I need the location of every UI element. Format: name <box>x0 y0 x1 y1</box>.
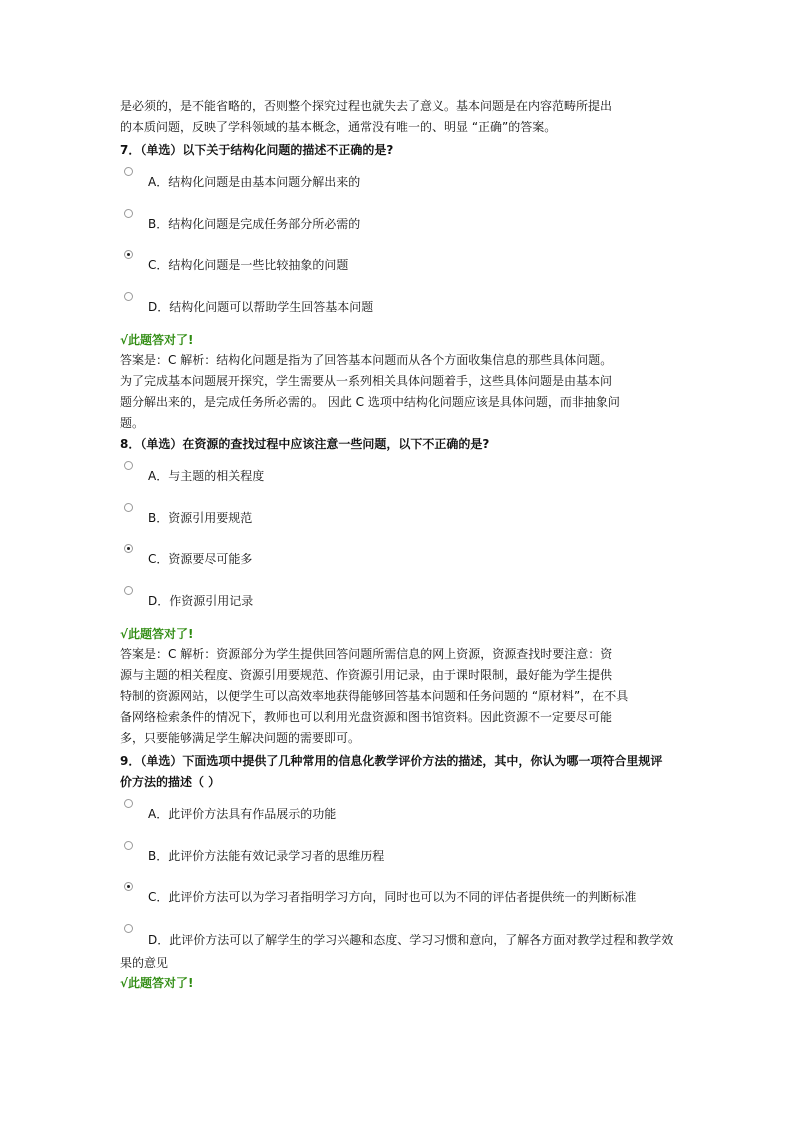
question-7-options <box>120 163 680 329</box>
option-label: D．此评价方法可以了解学生的学习兴趣和态度、学习习惯和意向，了解各方面对教学过程和教学效 <box>148 932 674 947</box>
question-7-analysis-line: 答案是：C 解析：结构化问题是指为了回答基本问题而从各个方面收集信息的那些具体问题。 <box>120 353 613 367</box>
question-7-analysis-line: 题。 <box>120 416 145 430</box>
question-9-correct-message: √此题答对了! <box>120 975 194 990</box>
question-7-title: 7．（单选）以下关于结构化问题的描述不正确的是? <box>120 143 394 157</box>
option-label: C．此评价方法可以为学习者指明学习方向，同时也可以为不同的评估者提供统一的判断标准 <box>148 890 637 904</box>
question-8-option-d[interactable] <box>120 582 680 624</box>
question-8-title: 8．（单选）在资源的查找过程中应该注意一些问题，以下不正确的是? <box>120 437 490 451</box>
question-7-analysis-line: 题分解出来的，是完成任务所必需的。 因此 C 选项中结构化问题应该是具体问题，而非抽象问 <box>120 395 620 409</box>
question-7-option-a[interactable] <box>120 163 680 205</box>
radio-unchecked-icon[interactable] <box>124 503 133 512</box>
option-label: A．与主题的相关程度 <box>148 469 265 483</box>
question-8-analysis-line: 备网络检索条件的情况下，教师也可以利用光盘资源和图书馆资料。因此资源不一定要尽可能 <box>120 710 613 724</box>
radio-unchecked-icon[interactable] <box>124 799 133 808</box>
question-8-option-a[interactable] <box>120 457 680 499</box>
intro-line-1: 是必须的，是不能省略的，否则整个探究过程也就失去了意义。基本问题是在内容范畴所提出 <box>120 99 613 113</box>
radio-unchecked-icon[interactable] <box>124 586 133 595</box>
intro-line-2: 的本质问题，反映了学科领域的基本概念，通常没有唯一的、明显 “正确”的答案。 <box>120 120 557 134</box>
question-9-title-continued: 价方法的描述（ ） <box>120 775 221 789</box>
question-8-option-b[interactable] <box>120 499 680 541</box>
question-7 <box>120 140 680 434</box>
question-8-analysis-line: 源与主题的相关程度、资源引用要规范、作资源引用记录，由于课时限制，最好能为学生提供 <box>120 668 613 682</box>
question-8-analysis-line: 多，只要能够满足学生解决问题的需要即可。 <box>120 731 361 745</box>
radio-unchecked-icon[interactable] <box>124 461 133 470</box>
question-8-correct-message: √此题答对了! <box>120 627 194 641</box>
radio-unchecked-icon[interactable] <box>124 292 133 301</box>
option-label: B．结构化问题是完成任务部分所必需的 <box>148 216 361 231</box>
question-7-option-d[interactable] <box>120 288 680 330</box>
option-label: A．结构化问题是由基本问题分解出来的 <box>148 175 361 189</box>
question-9 <box>120 751 680 993</box>
option-label: C．资源要尽可能多 <box>148 552 253 566</box>
radio-unchecked-icon[interactable] <box>124 209 133 218</box>
question-9-option-d[interactable] <box>120 920 680 974</box>
radio-unchecked-icon[interactable] <box>124 924 133 933</box>
question-8-options <box>120 457 680 623</box>
question-7-analysis-line: 为了完成基本问题展开探究，学生需要从一系列相关具体问题着手，这些具体问题是由基本问 <box>120 374 613 388</box>
question-8 <box>120 434 680 749</box>
question-7-option-c[interactable] <box>120 246 680 288</box>
radio-unchecked-icon[interactable] <box>124 167 133 176</box>
option-label: A．此评价方法具有作品展示的功能 <box>148 807 337 821</box>
radio-unchecked-icon[interactable] <box>124 841 133 850</box>
option-label: D．作资源引用记录 <box>148 593 254 608</box>
option-label: B．此评价方法能有效记录学习者的思维历程 <box>148 848 385 863</box>
question-8-option-c[interactable] <box>120 540 680 582</box>
question-7-correct-message: √此题答对了! <box>120 333 194 347</box>
option-label: B．资源引用要规范 <box>148 510 253 525</box>
option-label: C．结构化问题是一些比较抽象的问题 <box>148 258 349 272</box>
document-page <box>120 96 680 993</box>
radio-checked-icon[interactable] <box>124 544 133 553</box>
question-8-analysis-line: 特制的资源网站，以便学生可以高效率地获得能够回答基本问题和任务问题的 “原材料”，在不具 <box>120 689 629 703</box>
option-label: D．结构化问题可以帮助学生回答基本问题 <box>148 299 374 314</box>
question-9-title: 9．（单选）下面选项中提供了几种常用的信息化教学评价方法的描述，其中，你认为哪一项符合里规评 <box>120 754 663 768</box>
question-9-option-b[interactable] <box>120 837 680 879</box>
question-9-options <box>120 795 680 974</box>
question-7-option-b[interactable] <box>120 205 680 247</box>
question-9-option-a[interactable] <box>120 795 680 837</box>
question-8-analysis-line: 答案是：C 解析：资源部分为学生提供回答问题所需信息的网上资源，资源查找时要注意：资 <box>120 647 613 661</box>
question-9-option-c[interactable] <box>120 878 680 920</box>
radio-checked-icon[interactable] <box>124 250 133 259</box>
radio-checked-icon[interactable] <box>124 882 133 891</box>
option-label-continued: 果的意见 <box>120 955 169 970</box>
